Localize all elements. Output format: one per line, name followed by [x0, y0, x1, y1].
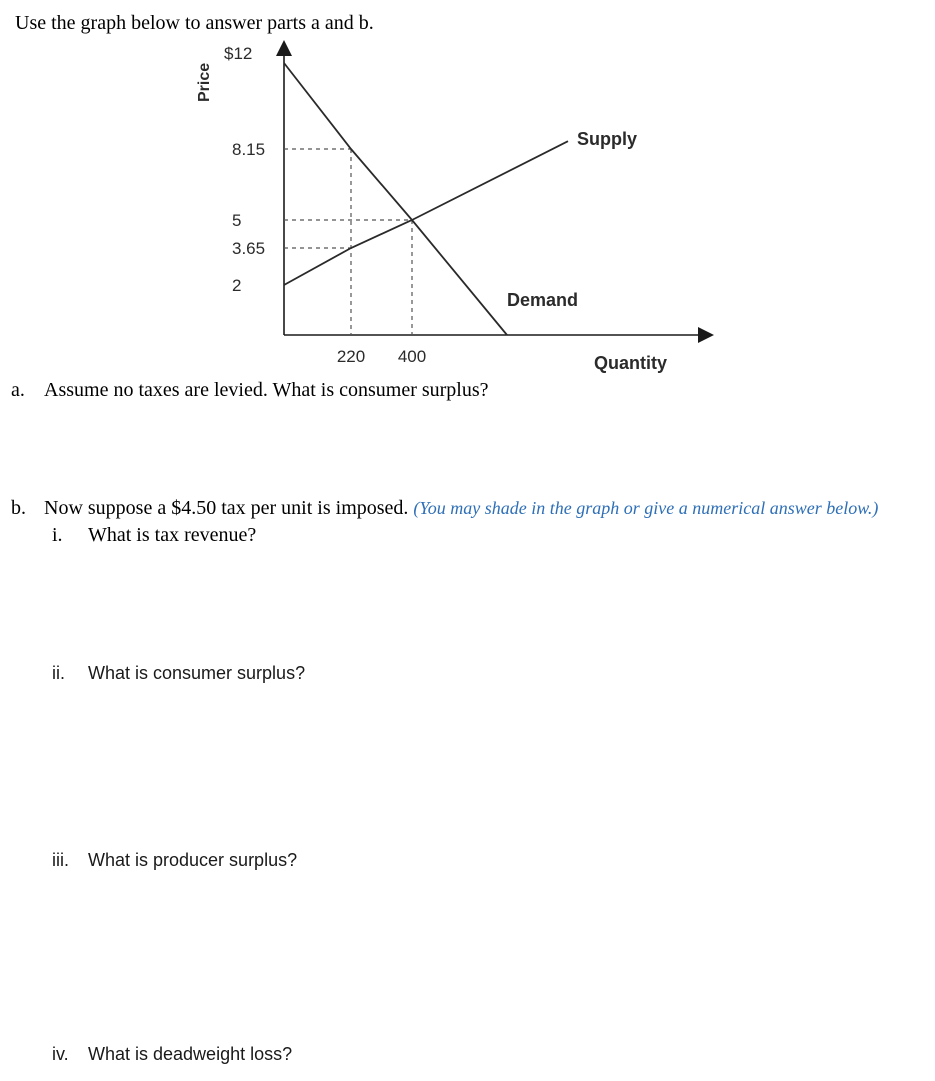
- part-a-label: a.: [11, 379, 25, 401]
- x-axis-label: Quantity: [594, 353, 668, 373]
- subquestion-i-label: i.: [52, 524, 63, 546]
- subquestion-ii-text: What is consumer surplus?: [88, 663, 306, 683]
- part-a-question: Assume no taxes are levied. What is consumer surplus?: [44, 379, 489, 401]
- subquestion-iv-label: iv.: [52, 1044, 69, 1064]
- demand-label: Demand: [507, 290, 579, 310]
- y-tick-label-2: 2: [232, 276, 242, 295]
- subquestion-iii-label: iii.: [52, 850, 69, 870]
- part-b-question: [44, 497, 878, 520]
- part-b-label: b.: [11, 497, 26, 519]
- subquestion-i-text: What is tax revenue?: [88, 524, 257, 546]
- part-b-question-text: Now suppose a $4.50 tax per unit is imposed.: [44, 497, 409, 519]
- subquestion-iv-text: What is deadweight loss?: [88, 1044, 293, 1064]
- y-axis-label: Price: [196, 62, 213, 102]
- supply-line: [284, 141, 568, 285]
- subquestion-iii-text: What is producer surplus?: [88, 850, 298, 870]
- x-tick-label-220: 220: [336, 347, 366, 366]
- subquestion-ii-label: ii.: [52, 663, 65, 683]
- supply-demand-graph: [0, 0, 935, 380]
- y-tick-label-5: 5: [232, 211, 242, 230]
- x-tick-label-400: 400: [397, 347, 427, 366]
- part-b-note: (You may shade in the graph or give a numerical answer below.): [413, 498, 879, 518]
- supply-label: Supply: [577, 129, 638, 150]
- y-tick-label-815: 8.15: [232, 140, 266, 159]
- intro-text: Use the graph below to answer parts a and b.: [15, 12, 374, 34]
- y-tick-label-12: $12: [224, 44, 253, 63]
- demand-line: [284, 63, 507, 335]
- y-tick-label-365: 3.65: [232, 239, 266, 258]
